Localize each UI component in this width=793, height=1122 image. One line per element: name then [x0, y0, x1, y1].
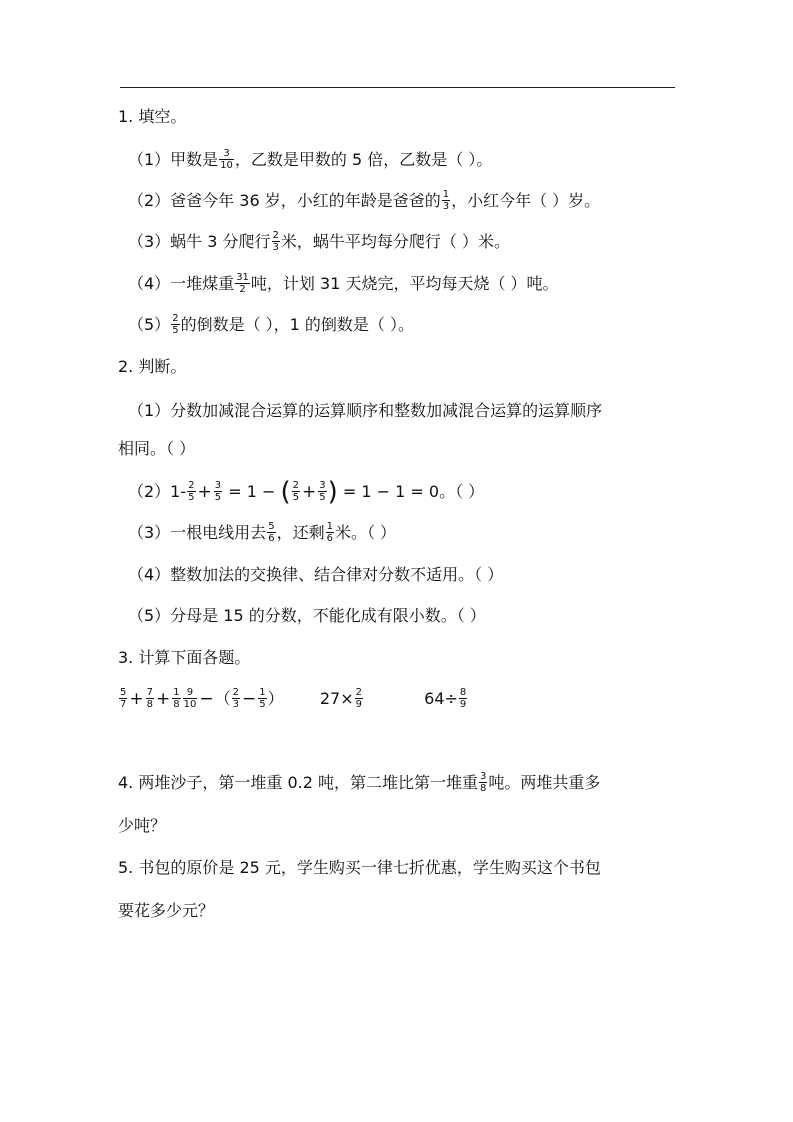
expression-3: 64÷ $\frac{8}{9}$ — [424, 687, 467, 710]
s2-question-5: （5）分母是 15 的分数，不能化成有限小数。（ ） — [128, 606, 486, 625]
fraction: $\frac{9}{10}$ — [183, 687, 197, 710]
fraction: $\frac{31}{2}$ — [236, 272, 249, 295]
s1-question-1: （1）甲数是 $\frac{3}{10}$ ，乙数是甲数的 5 倍，乙数是（ ）。 — [128, 148, 493, 171]
fraction: $\frac{2}{3}$ — [232, 687, 239, 710]
s2-question-3: （3）一根电线用去 $\frac{5}{6}$ ，还剩 $\frac{1}{6}$ 米。（ ） — [128, 521, 397, 544]
s2-question-1-line-1: （1）分数加减混合运算的运算顺序和整数加减混合运算的运算顺序 — [128, 401, 603, 420]
s1-question-3: （3）蜗牛 3 分爬行 $\frac{2}{3}$ 米，蜗牛平均每分爬行（ ）米。 — [128, 230, 511, 253]
fraction: $\frac{2}{5}$ — [172, 313, 179, 336]
s3-expressions — [118, 684, 678, 714]
fraction: $\frac{2}{5}$ — [292, 480, 300, 503]
section-4-line-1: 4. 两堆沙子，第一堆重 0.2 吨，第二堆比第一堆重 $\frac{3}{8}$ 吨。两堆共重多 — [118, 771, 601, 794]
s2-question-1-line-2: 相同。（ ） — [118, 439, 196, 458]
fraction: $\frac{1}{6}$ — [326, 521, 333, 544]
fraction: $\frac{3}{10}$ — [220, 148, 233, 171]
fraction: $\frac{1}{5}$ — [259, 687, 266, 710]
fraction: $\frac{2}{9}$ — [355, 687, 362, 710]
expression-1: $\frac{5}{7}$ + $\frac{7}{8}$ + $\frac{1}{8}$ $\frac{9}{10}$ −（ $\frac{2}{3}$ − $\frac{1}{5}$ ） — [120, 687, 284, 710]
s2-question-2: （2）1- $\frac{2}{5}$ + $\frac{3}{5}$ = 1 − ( $\frac{2}{5}$ + $\frac{3}{5}$ ) = 1 − 1 = 0。（ ） — [128, 476, 485, 507]
section-1-title: 1. 填空。 — [118, 107, 187, 126]
fraction: $\frac{3}{5}$ — [319, 480, 326, 503]
section-2-title: 2. 判断。 — [118, 357, 187, 376]
section-5-line-2: 要花多少元？ — [118, 901, 215, 920]
fraction: $\frac{5}{7}$ — [120, 687, 127, 710]
fraction: $\frac{3}{8}$ — [479, 771, 487, 794]
fraction: $\frac{2}{3}$ — [272, 230, 279, 253]
fraction: $\frac{3}{5}$ — [214, 480, 222, 503]
fraction: $\frac{2}{5}$ — [188, 480, 195, 503]
fraction: $\frac{7}{8}$ — [146, 687, 153, 710]
s1-question-5: （5） $\frac{2}{5}$ 的倒数是（ ），1 的倒数是（ ）。 — [128, 313, 415, 336]
s1-question-4: （4）一堆煤重 $\frac{31}{2}$ 吨，计划 31 天烧完，平均每天烧（ ）吨。 — [128, 272, 559, 295]
fraction: $\frac{1}{8}$ — [173, 687, 180, 710]
fraction: $\frac{8}{9}$ — [459, 687, 467, 710]
section-5-line-1: 5. 书包的原价是 25 元，学生购买一律七折优惠，学生购买这个书包 — [118, 858, 601, 877]
fraction: $\frac{1}{3}$ — [442, 189, 450, 212]
section-3-title: 3. 计算下面各题。 — [118, 648, 251, 667]
section-4-line-2: 少吨？ — [118, 816, 167, 835]
s2-question-4: （4）整数加法的交换律、结合律对分数不适用。（ ） — [128, 565, 504, 584]
expression-2: 27× $\frac{2}{9}$ — [319, 687, 362, 710]
fraction: $\frac{5}{6}$ — [268, 521, 275, 544]
header-rule — [120, 87, 675, 88]
s1-question-2: （2）爸爸今年 36 岁，小红的年龄是爸爸的 $\frac{1}{3}$ ，小红今年（ ）岁。 — [128, 189, 601, 212]
